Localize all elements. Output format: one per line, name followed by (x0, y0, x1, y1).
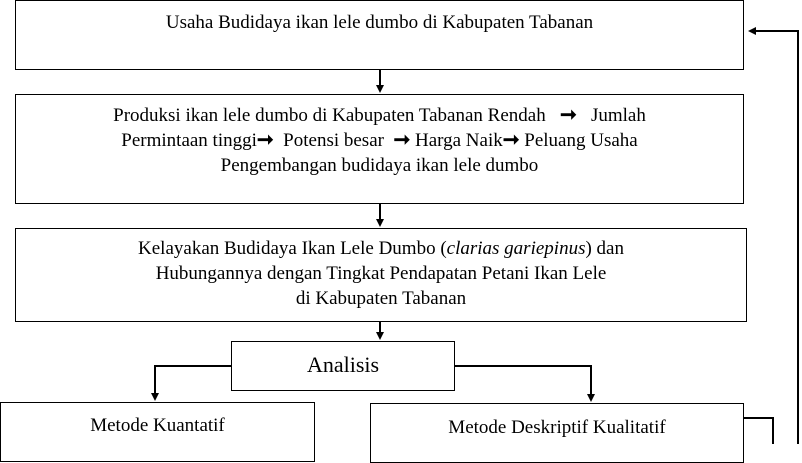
right-arrow-icon: ➞ (256, 129, 274, 151)
kelayakan-line-3: di Kabupaten Tabanan (295, 288, 467, 309)
right-arrow-icon: ➞ (502, 129, 520, 151)
box-metode-kuantitatif-text: Metode Kuantatif (90, 415, 225, 436)
right-arrow-icon: ➞ (393, 129, 411, 151)
feedback-loop-arrow (750, 31, 798, 444)
box-produksi (15, 94, 744, 204)
box-kelayakan (15, 228, 747, 322)
right-arrow-icon: ➞ (559, 104, 577, 126)
arrow-analisis-to-kuantitatif (155, 366, 231, 399)
kelayakan-line-2: Hubungannya dengan Tingkat Pendapatan Petani Ikan Lele (155, 263, 607, 284)
produksi-text-1a: Produksi ikan lele dumbo di Kabupaten Tabanan Rendah (113, 105, 546, 126)
produksi-text-2a: Permintaan tinggi (121, 130, 257, 151)
box-usaha-budidaya (15, 0, 744, 70)
produksi-line-1 (16, 103, 743, 128)
box-analisis (231, 341, 455, 391)
produksi-line-3: Pengembangan budidaya ikan lele dumbo (220, 155, 539, 176)
box-usaha-budidaya-text: Usaha Budidaya ikan lele dumbo di Kabupaten Tabanan (165, 12, 594, 33)
kelayakan-species-name: clarias gariepinus (446, 238, 586, 259)
box-metode-kualitatif (370, 403, 744, 463)
arrow-analisis-to-kualitatif (455, 366, 591, 400)
kelayakan-text-1a: Kelayakan Budidaya Ikan Lele Dumbo ( (138, 238, 447, 259)
box-analisis-text: Analisis (306, 352, 380, 377)
produksi-text-2b: Potensi besar (283, 130, 384, 151)
kelayakan-line-1 (16, 236, 746, 261)
produksi-text-2c: Harga Naik (414, 130, 503, 151)
produksi-text-2d: Peluang Usaha (524, 130, 638, 151)
kelayakan-text-1b: ) dan (585, 238, 624, 259)
box-metode-kualitatif-text: Metode Deskriptif Kualitatif (448, 417, 666, 438)
box-metode-kuantitatif (0, 402, 315, 462)
produksi-text-1b: Jumlah (590, 105, 646, 126)
produksi-line-2 (16, 128, 743, 153)
feedback-loop-line (744, 418, 773, 444)
